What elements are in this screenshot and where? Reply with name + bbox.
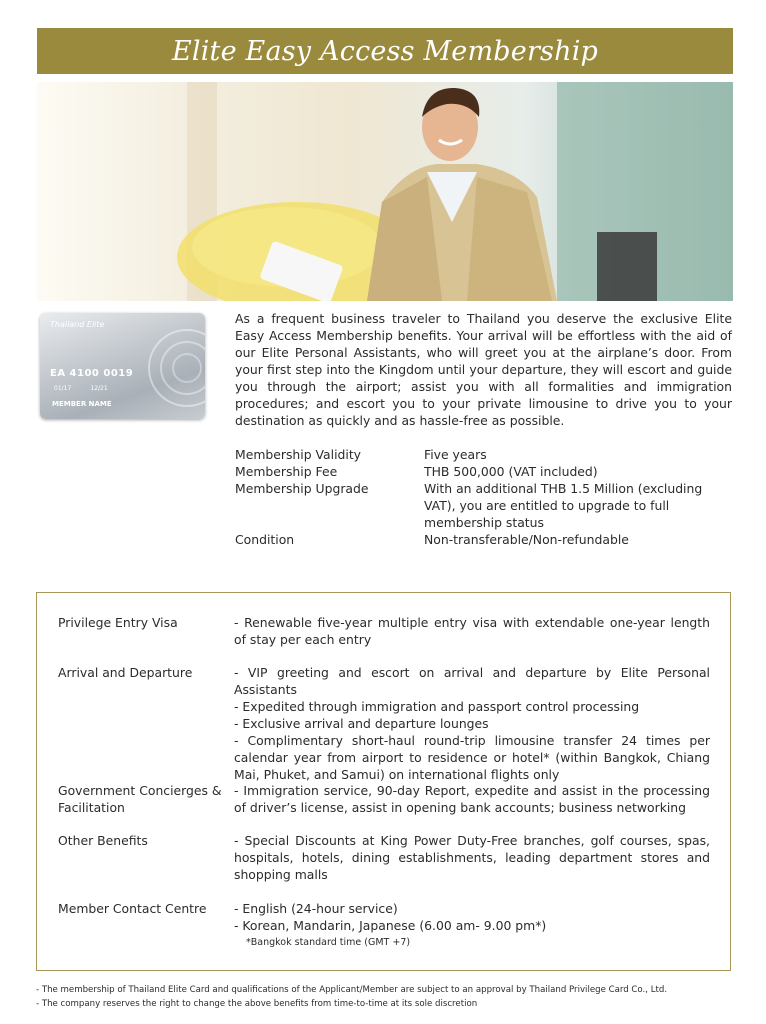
hero-illustration bbox=[37, 82, 733, 301]
page-title: Elite Easy Access Membership bbox=[171, 35, 599, 67]
spec-row-condition bbox=[235, 531, 735, 548]
benefit-items bbox=[234, 614, 710, 648]
hero-photo-businessman bbox=[37, 82, 733, 301]
card-dates bbox=[54, 385, 108, 392]
benefit-item: - Korean, Mandarin, Japanese (6.00 am- 9.00 pm*) bbox=[234, 918, 547, 933]
spec-value: Non-transferable/Non-refundable bbox=[424, 532, 629, 547]
benefit-item: - Expedited through immigration and passport control processing bbox=[234, 699, 640, 714]
benefit-item: - Complimentary short-haul round-trip limousine transfer 24 times per calendar year from airport to residence or hotel* (within Bangkok, Chiang Mai, Phuket, and Samui) on international flights only bbox=[234, 733, 710, 782]
card-valid-thru: 12/21 bbox=[90, 385, 108, 392]
benefit-item: - English (24-hour service) bbox=[234, 901, 398, 916]
spec-row-fee bbox=[235, 463, 735, 480]
card-logo: Thailand Elite bbox=[50, 320, 105, 329]
spec-row-validity bbox=[235, 446, 735, 463]
footnote-approval: - The membership of Thailand Elite Card and qualifications of the Applicant/Member are subject to an approval by Thailand Privilege Card Co., Ltd. bbox=[36, 985, 668, 995]
benefit-items bbox=[234, 664, 710, 783]
benefit-item: - Special Discounts at King Power Duty-Free branches, golf courses, spas, hospitals, hotels, dining establishments, leading department stores and shopping malls bbox=[234, 833, 710, 882]
card-valid-from: 01/17 bbox=[54, 385, 72, 392]
benefit-note: *Bangkok standard time (GMT +7) bbox=[246, 937, 411, 948]
benefit-item: - Renewable five-year multiple entry visa with extendable one-year length of stay per each entry bbox=[234, 615, 710, 647]
membership-specs bbox=[235, 446, 735, 548]
benefit-label: Government Concierges & Facilitation bbox=[58, 783, 222, 815]
footnote-rights: - The company reserves the right to change the above benefits from time-to-time at its sole discretion bbox=[36, 999, 478, 1009]
intro-paragraph: As a frequent business traveler to Thailand you deserve the exclusive Elite Easy Access Membership benefits. Your arrival will be effortless with the aid of our Elite Personal Assistants, who will greet you at the airplane’s door. From your first step into the Kingdom until your departure, they will escort and guide you through the airport; assist you with all formalities and immigration procedures; and escort you to your private limousine to drive you to your destination as quickly and as hassle-free as possible. bbox=[235, 311, 732, 428]
benefit-item: - VIP greeting and escort on arrival and departure by Elite Personal Assistants bbox=[234, 665, 710, 697]
benefit-label: Arrival and Departure bbox=[58, 665, 193, 680]
title-banner bbox=[37, 28, 733, 74]
benefit-item: - Exclusive arrival and departure lounges bbox=[234, 716, 489, 731]
spec-label: Condition bbox=[235, 532, 295, 547]
spec-value: Five years bbox=[424, 447, 487, 462]
benefit-items bbox=[234, 900, 710, 951]
card-number: EA 4100 0019 bbox=[50, 368, 134, 379]
spec-label: Membership Validity bbox=[235, 447, 362, 462]
spec-label: Membership Upgrade bbox=[235, 481, 369, 496]
spec-row-upgrade bbox=[235, 480, 735, 531]
spec-value: With an additional THB 1.5 Million (excluding VAT), you are entitled to upgrade to full membership status bbox=[424, 481, 703, 530]
benefit-items bbox=[234, 782, 710, 816]
card-member-name: MEMBER NAME bbox=[52, 400, 112, 408]
membership-card-image bbox=[40, 313, 205, 419]
spec-label: Membership Fee bbox=[235, 464, 338, 479]
card-emblem-pattern bbox=[125, 313, 205, 419]
benefit-item: - Immigration service, 90-day Report, expedite and assist in the processing of driver’s license, assist in opening bank accounts; business networking bbox=[234, 783, 710, 815]
benefit-label: Privilege Entry Visa bbox=[58, 615, 178, 630]
benefit-label: Other Benefits bbox=[58, 833, 148, 848]
benefit-items bbox=[234, 832, 710, 883]
benefit-label: Member Contact Centre bbox=[58, 901, 207, 916]
spec-value: THB 500,000 (VAT included) bbox=[424, 464, 598, 479]
